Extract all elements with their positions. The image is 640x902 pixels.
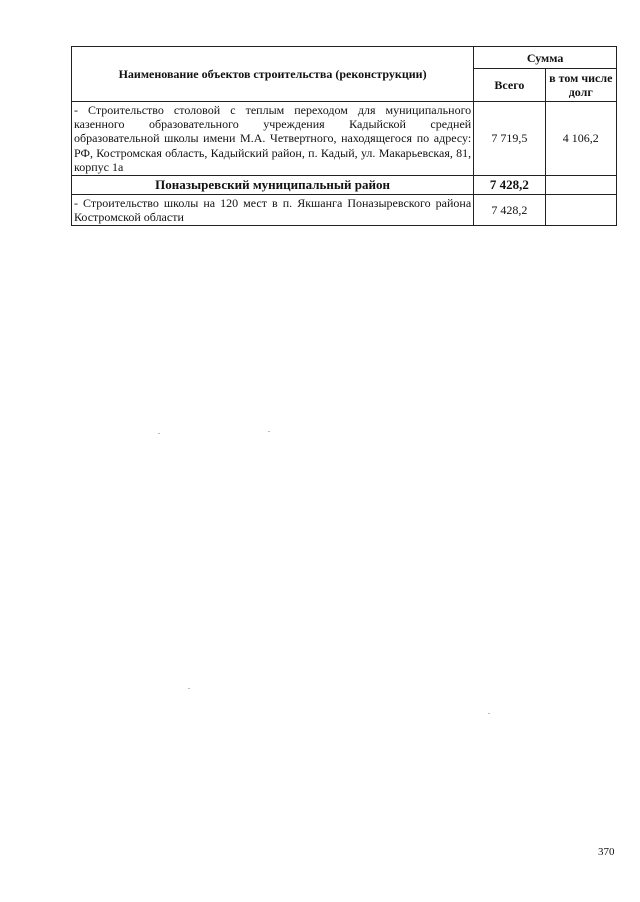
table-row bbox=[72, 195, 617, 226]
debt-cell bbox=[545, 195, 616, 226]
district-total-cell: 7 428,2 bbox=[474, 176, 545, 195]
scan-speck bbox=[488, 713, 490, 714]
construction-objects-table bbox=[71, 46, 617, 226]
scan-speck bbox=[188, 688, 190, 689]
header-total: Всего bbox=[474, 69, 545, 102]
debt-cell: 4 106,2 bbox=[545, 102, 616, 176]
page-number: 370 bbox=[598, 846, 615, 858]
district-row bbox=[72, 176, 617, 195]
header-object-name: Наименование объектов строительства (реконструкции) bbox=[72, 47, 474, 102]
table-header-row bbox=[72, 47, 617, 69]
district-debt-cell bbox=[545, 176, 616, 195]
object-name-cell: - Строительство школы на 120 мест в п. Якшанга Поназыревского района Костромской области bbox=[72, 195, 474, 226]
total-cell: 7 719,5 bbox=[474, 102, 545, 176]
header-debt: в том числе долг bbox=[545, 69, 616, 102]
scan-speck bbox=[158, 433, 160, 434]
table-row bbox=[72, 102, 617, 176]
district-name-cell: Поназыревский муниципальный район bbox=[72, 176, 474, 195]
object-name-cell: - Строительство столовой с теплым переходом для муниципального казенного образовательного учреждения Кадыйской средней образовательной школы имени М.А. Четвертного, находящегося по адресу: РФ, Костромская область, Кадыйский район, п. Кадый, ул. Макарьевская, 81, корпус 1а bbox=[72, 102, 474, 176]
scan-speck bbox=[268, 431, 270, 432]
total-cell: 7 428,2 bbox=[474, 195, 545, 226]
header-sum-group: Сумма bbox=[474, 47, 617, 69]
